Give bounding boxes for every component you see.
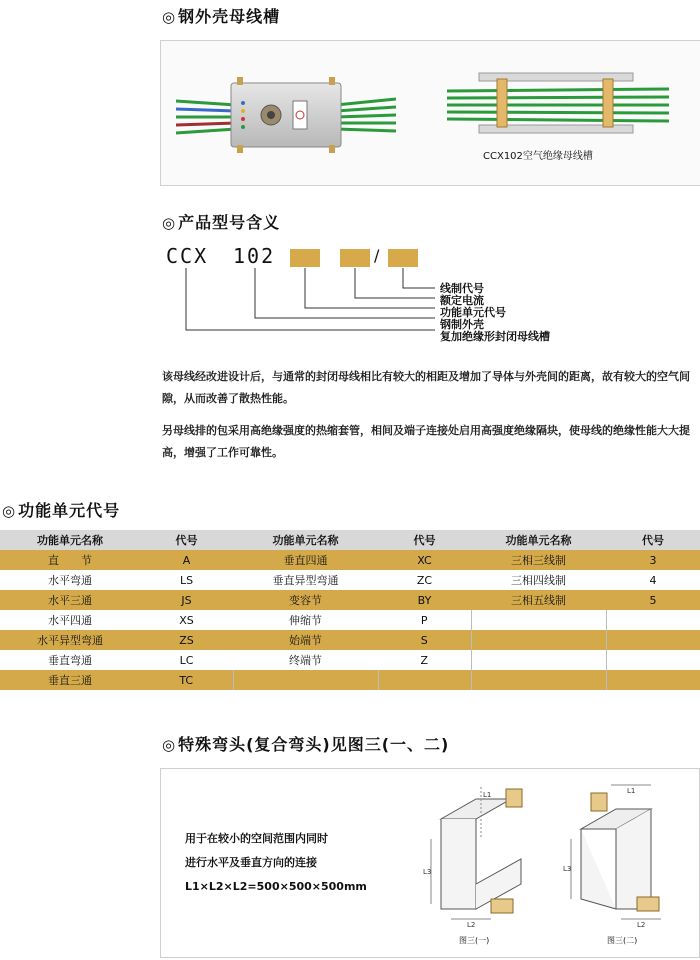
busbar-wires-icon xyxy=(447,89,669,121)
section-title-text: 功能单元代号 xyxy=(18,501,121,520)
table-cell: XS xyxy=(140,610,233,630)
section-title-steel-housing xyxy=(162,4,280,27)
elbow-fig1-label-l2: L2 xyxy=(467,921,476,929)
model-slot-wire-system xyxy=(388,249,418,267)
bullet-mark: ◎ xyxy=(162,736,177,754)
table-cell: 终端节 xyxy=(233,650,378,670)
table-header-row xyxy=(0,530,700,550)
table-header: 代号 xyxy=(606,530,700,550)
table-cell: 始端节 xyxy=(233,630,378,650)
elbow-note-line-3: L1×L2×L2=500×500×500mm xyxy=(185,880,367,893)
table-cell: LS xyxy=(140,570,233,590)
steel-busway-photo xyxy=(171,65,401,163)
table-cell xyxy=(471,610,606,630)
elbow-fig1-label-l1: L1 xyxy=(483,791,492,799)
table-cell xyxy=(471,650,606,670)
table-cell xyxy=(606,670,700,690)
table-row xyxy=(0,650,700,670)
bullet-mark: ◎ xyxy=(2,502,17,520)
function-code-table xyxy=(0,530,700,690)
table-header: 功能单元名称 xyxy=(0,530,140,550)
table-row xyxy=(0,590,700,610)
model-slot-function-unit xyxy=(290,249,320,267)
table-cell: ZS xyxy=(140,630,233,650)
section-title-special-elbow xyxy=(162,732,449,755)
table-cell: 垂直弯通 xyxy=(0,650,140,670)
table-cell xyxy=(606,650,700,670)
elbow-figure-2-caption: 图三(二) xyxy=(607,936,638,945)
model-legend-enclosed-busway: 复加绝缘形封闭母线槽 xyxy=(440,330,550,343)
elbow-figure-2-drawing xyxy=(561,779,681,929)
table-row xyxy=(0,570,700,590)
table-header: 代号 xyxy=(378,530,471,550)
model-leader-lines xyxy=(170,266,440,350)
table-cell: 水平异型弯通 xyxy=(0,630,140,650)
special-elbow-panel xyxy=(160,768,700,958)
table-cell xyxy=(606,610,700,630)
elbow-fig1-label-l3: L3 xyxy=(423,868,432,876)
table-row xyxy=(0,670,700,690)
table-cell: 垂直四通 xyxy=(233,550,378,570)
model-prefix: CCX xyxy=(166,244,209,268)
table-header: 功能单元名称 xyxy=(233,530,378,550)
table-cell: TC xyxy=(140,670,233,690)
table-header: 代号 xyxy=(140,530,233,550)
table-cell: BY xyxy=(378,590,471,610)
table-cell: 水平四通 xyxy=(0,610,140,630)
ccx102-photo-caption: CCX102空气绝缘母线槽 xyxy=(483,151,593,162)
table-header: 功能单元名称 xyxy=(471,530,606,550)
function-code-table-wrap xyxy=(0,530,700,690)
section-title-text: 产品型号含义 xyxy=(178,213,281,232)
table-cell: 垂直异型弯通 xyxy=(233,570,378,590)
model-slot-rated-current xyxy=(340,249,370,267)
model-slash: / xyxy=(374,246,380,265)
elbow-note-line-2: 进行水平及垂直方向的连接 xyxy=(185,856,317,869)
table-cell: S xyxy=(378,630,471,650)
table-cell xyxy=(471,630,606,650)
bullet-mark: ◎ xyxy=(162,8,177,26)
table-cell: 水平弯通 xyxy=(0,570,140,590)
left-wires-icon xyxy=(176,101,236,133)
table-cell: 垂直三通 xyxy=(0,670,140,690)
table-cell: 三相三线制 xyxy=(471,550,606,570)
table-cell xyxy=(606,630,700,650)
elbow-note-line-1: 用于在较小的空间范围内同时 xyxy=(185,832,328,845)
table-cell: 直 节 xyxy=(0,550,140,570)
table-cell: 三相五线制 xyxy=(471,590,606,610)
model-legend-function-unit: 功能单元代号 xyxy=(440,306,506,319)
table-cell: 水平三通 xyxy=(0,590,140,610)
table-cell: ZC xyxy=(378,570,471,590)
table-cell: XC xyxy=(378,550,471,570)
table-row xyxy=(0,630,700,650)
table-cell: 变容节 xyxy=(233,590,378,610)
description-paragraph-1: 该母线经改进设计后，与通常的封闭母线相比有较大的相距及增加了导体与外壳间的距离，故有较大的空气间隙，从而改善了散热性能。 xyxy=(162,370,690,405)
table-cell: A xyxy=(140,550,233,570)
table-cell xyxy=(378,670,471,690)
table-cell: Z xyxy=(378,650,471,670)
elbow-fig2-label-l3: L3 xyxy=(563,865,572,873)
table-cell: JS xyxy=(140,590,233,610)
model-number: 102 xyxy=(233,244,276,268)
table-cell: 4 xyxy=(606,570,700,590)
table-cell xyxy=(233,670,378,690)
section-title-function-codes xyxy=(2,498,120,521)
elbow-fig2-label-l2: L2 xyxy=(637,921,646,929)
product-photo-panel xyxy=(160,40,700,186)
table-cell: 5 xyxy=(606,590,700,610)
elbow-figure-1-caption: 图三(一) xyxy=(459,936,490,945)
section-title-text: 特殊弯头(复合弯头)见图三(一、二) xyxy=(178,735,450,754)
section-title-model-meaning xyxy=(162,210,280,233)
ccx102-busway-photo xyxy=(443,67,673,143)
table-row xyxy=(0,610,700,630)
model-legend-wire-code: 线制代号 xyxy=(440,282,484,295)
model-legend-steel-housing: 钢制外壳 xyxy=(440,318,484,331)
description-paragraph-2: 另母线排的包采用高绝缘强度的热缩套管，相间及端子连接处启用高强度绝缘隔块，使母线的绝缘性能大大提高，增强了工作可靠性。 xyxy=(162,424,690,459)
table-cell: P xyxy=(378,610,471,630)
section-title-text: 钢外壳母线槽 xyxy=(178,7,281,26)
right-wires-icon xyxy=(336,99,396,131)
table-cell: 3 xyxy=(606,550,700,570)
bullet-mark: ◎ xyxy=(162,214,177,232)
table-row xyxy=(0,550,700,570)
table-cell: 三相四线制 xyxy=(471,570,606,590)
table-cell: 伸缩节 xyxy=(233,610,378,630)
table-cell: LC xyxy=(140,650,233,670)
elbow-fig2-label-l1: L1 xyxy=(627,787,636,795)
model-legend-rated-current: 额定电流 xyxy=(440,294,484,307)
elbow-figure-1-drawing xyxy=(421,779,541,929)
table-cell xyxy=(471,670,606,690)
